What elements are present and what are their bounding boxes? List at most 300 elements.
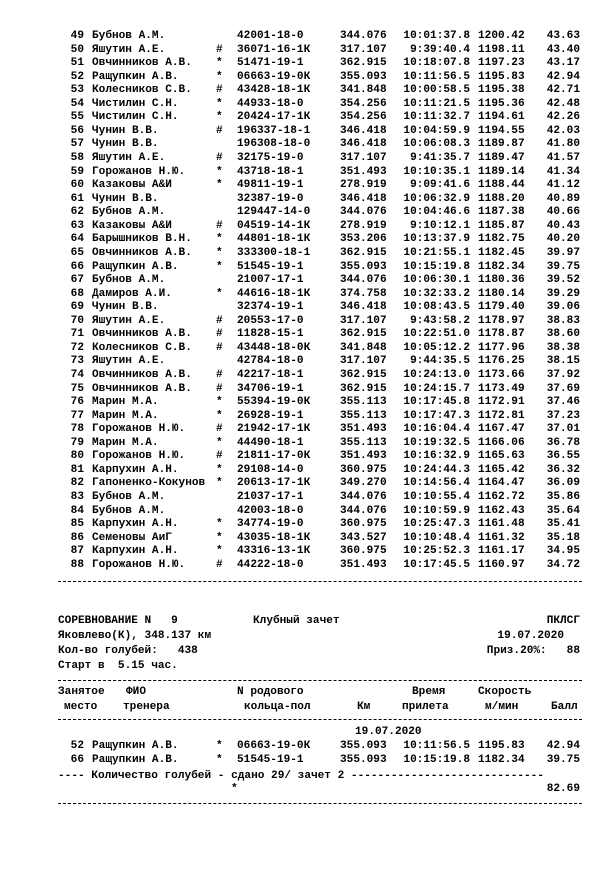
km-cell: 360.975 (340, 518, 387, 531)
speed-cell: 1162.72 (478, 491, 525, 504)
score-cell: 34.95 (546, 545, 580, 558)
ring-cell: 42217-18-1 (237, 369, 304, 381)
place-cell: 57 (70, 138, 84, 151)
pigeon-count: Кол-во голубей: 438 (58, 645, 198, 657)
fio-cell: Чунин В.В. (92, 192, 159, 205)
score-cell: 39.06 (546, 301, 580, 314)
speed-cell: 1178.87 (478, 328, 525, 341)
mark-cell: # (216, 450, 223, 463)
table-row (0, 355, 600, 368)
place-cell: 52 (70, 70, 84, 83)
place-cell: 59 (70, 165, 84, 178)
place-cell: 60 (70, 179, 84, 192)
place-cell: 76 (70, 396, 84, 409)
score-cell: 36.32 (546, 463, 580, 476)
speed-cell: 1195.38 (478, 84, 525, 97)
speed-cell: 1188.20 (478, 192, 525, 205)
km-cell: 355.093 (340, 260, 387, 273)
ring-cell: 42784-18-0 (237, 355, 304, 368)
time-cell: 9:44:35.5 (410, 355, 470, 368)
mark-cell: * (216, 477, 223, 490)
fio-cell: Казаковы А&И (92, 179, 172, 192)
time-cell: 10:24:13.0 (403, 369, 470, 381)
header-line-1 (0, 615, 600, 628)
place-cell: 69 (70, 301, 84, 314)
score-cell: 34.72 (546, 558, 580, 571)
date: 19.07.2020 (497, 630, 564, 642)
table-row (0, 410, 600, 423)
table-row (0, 423, 600, 436)
score-cell: 43.40 (546, 43, 580, 56)
table-row (0, 125, 600, 138)
fio-cell: Карпухин А.Н. (92, 518, 179, 531)
place-cell: 64 (70, 233, 84, 246)
speed-cell: 1176.25 (478, 355, 525, 368)
fio-cell: Карпухин А.Н. (92, 545, 179, 558)
table-row (0, 518, 600, 531)
speed-cell: 1194.55 (478, 124, 525, 137)
table-row (0, 206, 600, 219)
time-cell: 10:04:46.6 (403, 206, 470, 219)
score-cell: 38.60 (546, 328, 580, 341)
mark-cell: * (216, 70, 223, 83)
fio-cell: Горожанов Н.Ю. (92, 450, 186, 463)
speed-cell: 1182.45 (478, 246, 525, 259)
km-cell: 355.113 (340, 409, 387, 422)
time-cell: 10:10:55.4 (403, 491, 470, 504)
score-cell: 43.17 (546, 57, 580, 70)
time-cell: 10:17:45.5 (403, 558, 470, 571)
score-cell: 42.48 (546, 97, 580, 110)
time-cell: 10:11:32.7 (403, 111, 470, 124)
score-cell: 41.57 (546, 152, 580, 165)
place-cell: 74 (70, 369, 84, 381)
col-fio: ФИО (126, 686, 146, 698)
table-row (0, 754, 600, 767)
km-cell: 351.493 (340, 423, 387, 436)
fio-cell: Горожанов Н.Ю. (92, 165, 186, 178)
km-cell: 355.093 (340, 753, 387, 766)
speed-cell: 1194.61 (478, 111, 525, 124)
time-cell: 10:10:35.1 (403, 165, 470, 178)
time-cell: 10:06:30.1 (403, 274, 470, 287)
speed-cell: 1195.83 (478, 70, 525, 83)
table-row (0, 464, 600, 477)
time-cell: 9:39:40.4 (410, 43, 470, 56)
table-row (0, 44, 600, 57)
ring-cell: 51545-19-1 (237, 753, 304, 766)
score-cell: 42.94 (546, 740, 580, 752)
mark-cell: * (216, 179, 223, 192)
divider (58, 803, 582, 804)
speed-cell: 1180.36 (478, 274, 525, 287)
score-cell: 35.86 (546, 491, 580, 504)
km-cell: 344.076 (340, 504, 387, 517)
mark-cell: * (216, 531, 223, 544)
table-row (0, 84, 600, 97)
km-cell: 362.915 (340, 57, 387, 70)
table-row (0, 491, 600, 504)
time-cell: 10:18:07.8 (403, 57, 470, 70)
place-cell: 68 (70, 287, 84, 300)
score-cell: 39.97 (546, 246, 580, 259)
place-cell: 84 (70, 504, 84, 517)
km-cell: 353.206 (340, 233, 387, 246)
ring-cell: 06663-19-0К (237, 70, 311, 83)
date-row (0, 726, 600, 739)
ring-cell: 42003-18-0 (237, 504, 304, 517)
zachet-title: Клубный зачет (253, 615, 340, 627)
mark-cell: * (216, 396, 223, 409)
mark-cell: # (216, 369, 223, 381)
time-cell: 10:15:19.8 (403, 753, 470, 766)
fio-cell: Горожанов Н.Ю. (92, 558, 186, 571)
time-cell: 9:43:58.2 (410, 314, 470, 327)
table-row (0, 383, 600, 396)
speed-cell: 1198.11 (478, 43, 525, 56)
speed-cell: 1187.38 (478, 206, 525, 219)
speed-cell: 1182.75 (478, 233, 525, 246)
mark-cell: * (216, 165, 223, 178)
km-cell: 355.113 (340, 396, 387, 409)
score-cell: 37.46 (546, 396, 580, 409)
fio-cell: Семеновы АиГ (92, 531, 172, 544)
km-cell: 351.493 (340, 558, 387, 571)
km-cell: 346.418 (340, 124, 387, 137)
table-row (0, 740, 600, 753)
km-cell: 317.107 (340, 43, 387, 56)
km-cell: 344.076 (340, 206, 387, 219)
col-speed-2: м/мин (485, 701, 519, 713)
col-place-2: место (64, 701, 98, 713)
ring-cell: 44222-18-0 (237, 558, 304, 571)
km-cell: 362.915 (340, 382, 387, 395)
table-row (0, 505, 600, 518)
ring-cell: 196337-18-1 (237, 124, 311, 137)
score-cell: 35.41 (546, 518, 580, 531)
ring-cell: 06663-19-0К (237, 740, 311, 752)
score-cell: 42.26 (546, 111, 580, 124)
column-header-1 (0, 686, 600, 699)
table-row (0, 369, 600, 382)
prize-count: Приз.20%: 88 (486, 645, 580, 657)
km-cell: 360.975 (340, 545, 387, 558)
col-place: Занятое (58, 686, 105, 698)
time-cell: 10:06:08.3 (403, 138, 470, 151)
place-cell: 66 (70, 753, 84, 766)
place-cell: 87 (70, 545, 84, 558)
fio-cell: Яшутин А.Е. (92, 314, 166, 327)
fio-cell: Марин М.А. (92, 436, 159, 449)
score-cell: 36.09 (546, 477, 580, 490)
fio-cell: Бубнов А.М. (92, 274, 166, 287)
table-row (0, 166, 600, 179)
place-cell: 67 (70, 274, 84, 287)
table-row (0, 301, 600, 314)
place-cell: 70 (70, 314, 84, 327)
table-row (0, 57, 600, 70)
score-cell: 39.29 (546, 287, 580, 300)
score-cell: 40.89 (546, 192, 580, 205)
speed-cell: 1182.34 (478, 753, 525, 766)
fio-cell: Гапоненко-Кокунов (92, 477, 206, 490)
table-row (0, 220, 600, 233)
location: Яковлево(К), 348.137 км (58, 630, 212, 642)
km-cell: 317.107 (340, 355, 387, 368)
speed-cell: 1164.47 (478, 477, 525, 490)
speed-cell: 1165.42 (478, 463, 525, 476)
fio-cell: Овчинников А.В. (92, 57, 192, 70)
ring-cell: 34774-19-0 (237, 518, 304, 531)
col-fio-2: тренера (123, 701, 170, 713)
score-cell: 36.55 (546, 450, 580, 463)
time-cell: 10:16:04.4 (403, 423, 470, 436)
summary-text: ---- Количество голубей - сдано 29/ зачет 2 ----------------------------- (58, 770, 544, 782)
score-cell: 41.34 (546, 165, 580, 178)
speed-cell: 1195.36 (478, 97, 525, 110)
km-cell: 360.975 (340, 463, 387, 476)
fio-cell: Бубнов А.М. (92, 504, 166, 517)
table-row (0, 30, 600, 43)
competition-title: СОРЕВНОВАНИЕ N 9 (58, 615, 178, 627)
ring-cell: 333300-18-1 (237, 246, 311, 259)
score-cell: 38.38 (546, 341, 580, 354)
time-cell: 10:22:51.0 (403, 328, 470, 341)
speed-cell: 1195.83 (478, 740, 525, 752)
ring-cell: 44801-18-1К (237, 233, 311, 246)
mark-cell: * (216, 463, 223, 476)
summary-line (0, 770, 600, 783)
mark-cell: # (216, 124, 223, 137)
ring-cell: 43035-18-1К (237, 531, 311, 544)
speed-cell: 1166.06 (478, 436, 525, 449)
speed-cell: 1173.66 (478, 369, 525, 381)
ring-cell: 21037-17-1 (237, 491, 304, 504)
time-cell: 10:24:44.3 (403, 463, 470, 476)
time-cell: 9:09:41.6 (410, 179, 470, 192)
fio-cell: Ращупкин А.В. (92, 260, 179, 273)
ring-cell: 36071-16-1К (237, 43, 311, 56)
mark-cell: * (216, 97, 223, 110)
place-cell: 49 (70, 30, 84, 42)
mark-cell: * (216, 57, 223, 70)
place-cell: 66 (70, 260, 84, 273)
fio-cell: Казаковы А&И (92, 219, 172, 232)
place-cell: 78 (70, 423, 84, 436)
speed-cell: 1161.17 (478, 545, 525, 558)
ring-cell: 43448-18-0К (237, 341, 311, 354)
fio-cell: Бубнов А.М. (92, 30, 166, 42)
mark-cell: * (216, 111, 223, 124)
time-cell: 9:41:35.7 (410, 152, 470, 165)
place-cell: 52 (70, 740, 84, 752)
speed-cell: 1177.96 (478, 341, 525, 354)
km-cell: 354.256 (340, 97, 387, 110)
score-cell: 39.75 (546, 753, 580, 766)
table-row (0, 315, 600, 328)
place-cell: 63 (70, 219, 84, 232)
table-row (0, 138, 600, 151)
total-line (0, 783, 600, 796)
table-row (0, 545, 600, 558)
ring-cell: 11828-15-1 (237, 328, 304, 341)
speed-cell: 1189.87 (478, 138, 525, 151)
col-score: Балл (551, 701, 578, 713)
table-row (0, 71, 600, 84)
place-cell: 61 (70, 192, 84, 205)
table-row (0, 261, 600, 274)
km-cell: 354.256 (340, 111, 387, 124)
table-row (0, 274, 600, 287)
mark-cell: * (216, 409, 223, 422)
speed-cell: 1162.43 (478, 504, 525, 517)
table-row (0, 179, 600, 192)
ring-cell: 196308-18-0 (237, 138, 311, 151)
place-cell: 53 (70, 84, 84, 97)
place-cell: 75 (70, 382, 84, 395)
fio-cell: Бубнов А.М. (92, 491, 166, 504)
km-cell: 344.076 (340, 491, 387, 504)
score-cell: 35.18 (546, 531, 580, 544)
speed-cell: 1189.47 (478, 152, 525, 165)
fio-cell: Горожанов Н.Ю. (92, 423, 186, 436)
divider (58, 581, 582, 582)
fio-cell: Колесников С.В. (92, 84, 192, 97)
speed-cell: 1172.81 (478, 409, 525, 422)
table-row (0, 437, 600, 450)
score-cell: 39.75 (546, 260, 580, 273)
time-cell: 10:25:47.3 (403, 518, 470, 531)
time-cell: 10:11:56.5 (403, 70, 470, 83)
speed-cell: 1160.97 (478, 558, 525, 571)
place-cell: 85 (70, 518, 84, 531)
col-ring-2: кольца-пол (244, 701, 311, 713)
speed-cell: 1161.32 (478, 531, 525, 544)
score-cell: 37.92 (546, 369, 580, 381)
score-cell: 42.94 (546, 70, 580, 83)
fio-cell: Овчинников А.В. (92, 382, 192, 395)
table-row (0, 342, 600, 355)
header-line-2 (0, 630, 600, 643)
time-cell: 10:01:37.8 (403, 30, 470, 42)
ring-cell: 44490-18-1 (237, 436, 304, 449)
place-cell: 71 (70, 328, 84, 341)
mark-cell: # (216, 341, 223, 354)
mark-cell: # (216, 314, 223, 327)
fio-cell: Дамиров А.И. (92, 287, 172, 300)
ring-cell: 55394-19-0К (237, 396, 311, 409)
place-cell: 50 (70, 43, 84, 56)
place-cell: 81 (70, 463, 84, 476)
score-cell: 37.01 (546, 423, 580, 436)
place-cell: 55 (70, 111, 84, 124)
ring-cell: 44616-18-1К (237, 287, 311, 300)
ring-cell: 21942-17-1К (237, 423, 311, 436)
fio-cell: Колесников С.В. (92, 341, 192, 354)
fio-cell: Чунин В.В. (92, 138, 159, 151)
mark-cell: # (216, 382, 223, 395)
time-cell: 10:17:47.3 (403, 409, 470, 422)
fio-cell: Бубнов А.М. (92, 206, 166, 219)
ring-cell: 04519-14-1К (237, 219, 311, 232)
table-row (0, 152, 600, 165)
place-cell: 83 (70, 491, 84, 504)
time-cell: 10:24:15.7 (403, 382, 470, 395)
ring-cell: 20424-17-1К (237, 111, 311, 124)
col-ring: N родового (237, 686, 304, 698)
score-cell: 37.23 (546, 409, 580, 422)
score-cell: 36.78 (546, 436, 580, 449)
km-cell: 349.270 (340, 477, 387, 490)
km-cell: 346.418 (340, 138, 387, 151)
score-cell: 40.20 (546, 233, 580, 246)
fio-cell: Барышников В.Н. (92, 233, 192, 246)
place-cell: 73 (70, 355, 84, 368)
ring-cell: 21007-17-1 (237, 274, 304, 287)
fio-cell: Чунин В.В. (92, 301, 159, 314)
ring-cell: 20553-17-0 (237, 314, 304, 327)
km-cell: 278.919 (340, 179, 387, 192)
place-cell: 62 (70, 206, 84, 219)
km-cell: 355.093 (340, 70, 387, 83)
ring-cell: 32387-19-0 (237, 192, 304, 205)
fio-cell: Яшутин А.Е. (92, 152, 166, 165)
divider (58, 719, 582, 720)
km-cell: 343.527 (340, 531, 387, 544)
place-cell: 82 (70, 477, 84, 490)
km-cell: 374.758 (340, 287, 387, 300)
km-cell: 346.418 (340, 301, 387, 314)
mark-cell: * (216, 260, 223, 273)
speed-cell: 1172.91 (478, 396, 525, 409)
place-cell: 79 (70, 436, 84, 449)
mark-cell: * (216, 518, 223, 531)
fio-cell: Чистилин С.Н. (92, 111, 179, 124)
ring-cell: 20613-17-1К (237, 477, 311, 490)
date-row-value: 19.07.2020 (355, 726, 422, 738)
place-cell: 86 (70, 531, 84, 544)
mark-cell: * (216, 233, 223, 246)
mark-cell: # (216, 219, 223, 232)
score-cell: 39.52 (546, 274, 580, 287)
time-cell: 10:04:59.9 (403, 124, 470, 137)
km-cell: 341.848 (340, 84, 387, 97)
col-km: Км (357, 701, 371, 713)
ring-cell: 129447-14-0 (237, 206, 311, 219)
speed-cell: 1188.44 (478, 179, 525, 192)
ring-cell: 29108-14-0 (237, 463, 304, 476)
org-name: ПКЛСГ (546, 615, 580, 627)
speed-cell: 1197.23 (478, 57, 525, 70)
table-row (0, 288, 600, 301)
km-cell: 362.915 (340, 246, 387, 259)
fio-cell: Ращупкин А.В. (92, 70, 179, 83)
score-cell: 42.03 (546, 124, 580, 137)
speed-cell: 1161.48 (478, 518, 525, 531)
speed-cell: 1167.47 (478, 423, 525, 436)
place-cell: 88 (70, 558, 84, 571)
speed-cell: 1182.34 (478, 260, 525, 273)
ring-cell: 32374-19-1 (237, 301, 304, 314)
column-header-2 (0, 701, 600, 714)
mark-cell: # (216, 84, 223, 97)
mark-cell: * (216, 246, 223, 259)
col-time: Время (412, 686, 446, 698)
table-row (0, 193, 600, 206)
km-cell: 278.919 (340, 219, 387, 232)
place-cell: 72 (70, 341, 84, 354)
ring-cell: 43316-13-1К (237, 545, 311, 558)
